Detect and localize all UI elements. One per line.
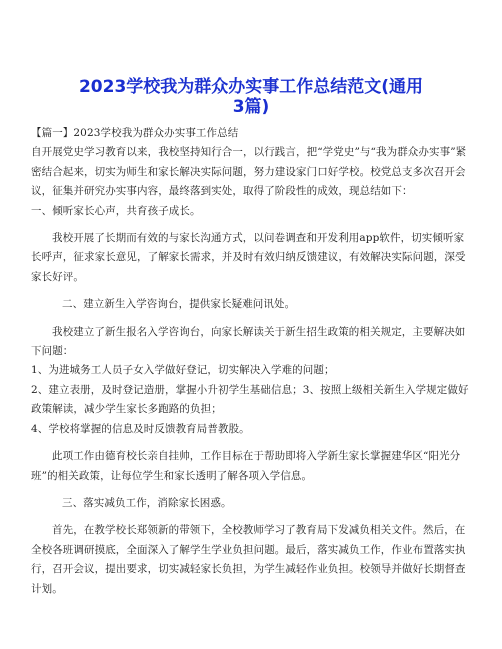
document-title	[40, 77, 462, 117]
title-line-2: 3篇)	[232, 97, 270, 117]
title-line-1: 2023学校我为群众办实事工作总结范文(通用	[78, 77, 424, 97]
list-item-2: 2、建立表册，及时登记造册，掌握小升初学生基础信息；3、按照上级相关新生入学规定做好政策解读，减少学生家长多跑路的负担；	[31, 383, 469, 416]
paragraph-2: 我校建立了新生报名入学咨询台，向家长解读关于新生招生政策的相关规定，主要解决如下问题：	[31, 325, 466, 358]
heading-2: 二、建立新生入学咨询台，提供家长疑难问讯处。	[62, 298, 296, 311]
paragraph-3: 此项工作由德育校长亲自挂帅，工作目标在于帮助即将入学新生家长掌握建华区“阳光分班”的相关政策，让每位学生和家长透明了解各项入学信息。	[31, 450, 461, 482]
heading-3: 三、落实减负工作，消除家长困惑。	[62, 496, 232, 509]
document-body	[31, 124, 471, 599]
heading-1: 一、倾听家长心声，共育孩子成长。	[31, 204, 201, 217]
intro-paragraph: 自开展党史学习教育以来，我校坚持知行合一，以行践言，把“学党史”与“我为群众办实事”紧密结合起来，切实为师生和家长解决实际问题，努力建设家门口好学校。校党总支多次召开会议，征集并研究办实事内容，最终落到实处，取得了阶段性的成效，现总结如下：	[31, 146, 467, 198]
section-heading-part-one: 【篇一】2023学校我为群众办实事工作总结	[31, 127, 239, 139]
list-item-4: 4、学校将掌握的信息及时反馈教育局普教股。	[31, 422, 250, 435]
paragraph-1: 我校开展了长期而有效的与家长沟通方式，以问卷调查和开发利用app软件，切实倾听家长呼声，征求家长意见，了解家长需求，并及时有效归纳反馈建议，有效解决实际问题，深受家长好评。	[31, 232, 466, 283]
list-item-1: 1、为进城务工人员子女入学做好登记，切实解决入学难的问题；	[31, 364, 335, 377]
paragraph-4: 首先，在教学校长郑领新的带领下，全校教师学习了教育局下发减负相关文件。然后，在全校各班调研摸底，全面深入了解学生学业负担问题。最后，落实减负工作，作业布置落实执行，召开会议，提出要求，切实减轻家长负担，为学生减轻作业负担。校领导并做好长期督查计划。	[31, 524, 466, 595]
